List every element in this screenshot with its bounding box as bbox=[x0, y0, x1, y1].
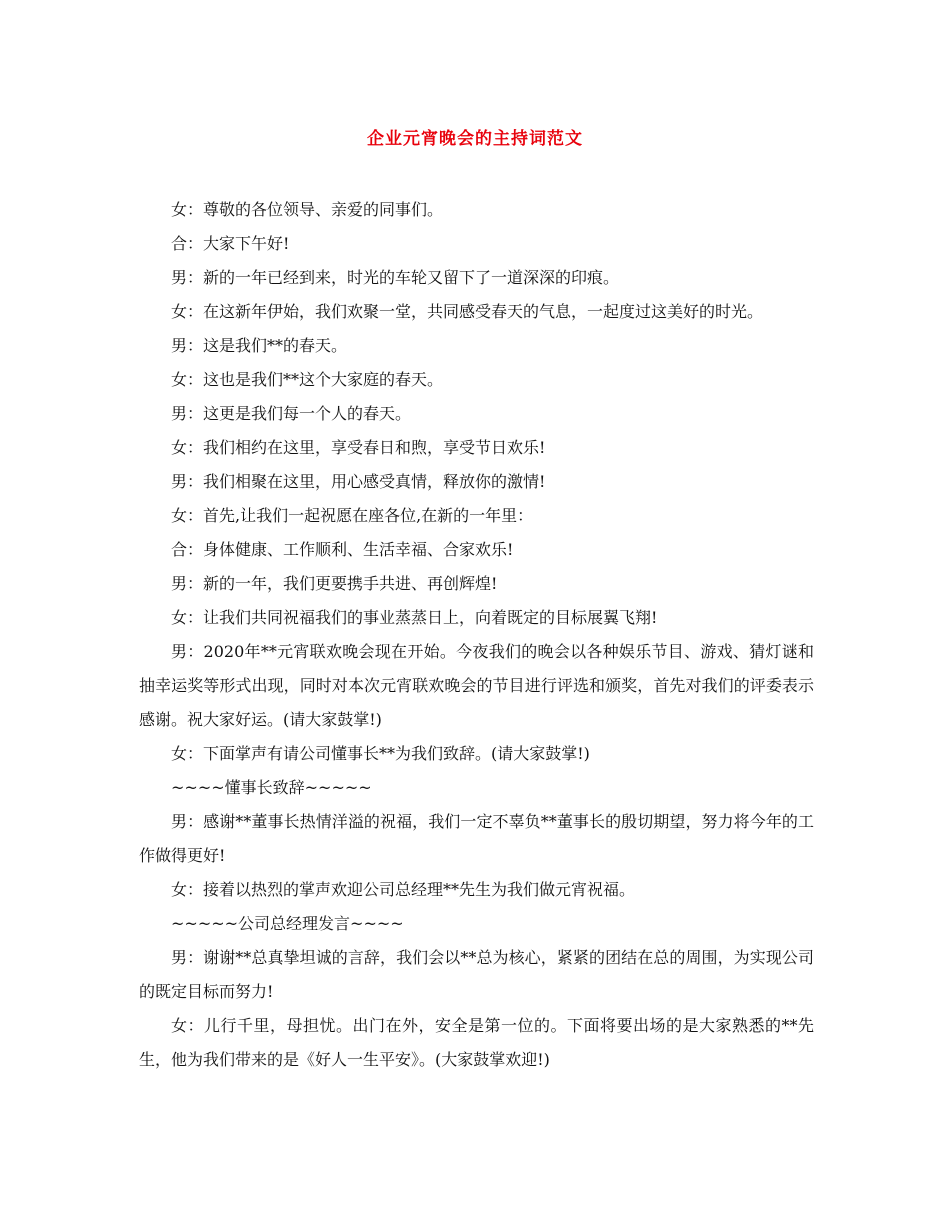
paragraph: 男：谢谢**总真挚坦诚的言辞，我们会以**总为核心，紧紧的团结在总的周围，为实现公司的既定目标而努力! bbox=[139, 948, 814, 1001]
paragraph: 合：身体健康、工作顺利、生活幸福、合家欢乐! bbox=[171, 540, 514, 559]
paragraph: 男：2020年**元宵联欢晚会现在开始。今夜我们的晚会以各种娱乐节目、游戏、猜灯谜和抽幸运奖等形式出现，同时对本次元宵联欢晚会的节目进行评选和颁奖，首先对我们的评委表示感谢。祝大家好运。(请大家鼓掌!) bbox=[139, 642, 814, 729]
paragraph: 男：这是我们**的春天。 bbox=[171, 336, 348, 355]
paragraph: 男：这更是我们每一个人的春天。 bbox=[171, 404, 412, 423]
paragraph: 女：这也是我们**这个大家庭的春天。 bbox=[171, 370, 444, 389]
paragraph: 男：新的一年已经到来，时光的车轮又留下了一道深深的印痕。 bbox=[171, 268, 620, 287]
paragraph: 男：新的一年，我们更要携手共进、再创辉煌! bbox=[171, 574, 498, 593]
paragraph: 女：下面掌声有请公司懂事长**为我们致辞。(请大家鼓掌!) bbox=[171, 744, 590, 763]
document-body bbox=[139, 193, 814, 1077]
paragraph: 男：我们相聚在这里，用心感受真情，释放你的激情! bbox=[171, 472, 546, 491]
paragraph: 女：儿行千里，母担忧。出门在外，安全是第一位的。下面将要出场的是大家熟悉的**先生，他为我们带来的是《好人一生平安》。(大家鼓掌欢迎!) bbox=[139, 1016, 814, 1069]
paragraph: 合：大家下午好! bbox=[171, 234, 290, 253]
paragraph: ~~~~~公司总经理发言~~~~ bbox=[171, 914, 404, 933]
paragraph: ~~~~懂事长致辞~~~~~ bbox=[171, 778, 372, 797]
paragraph: 女：在这新年伊始，我们欢聚一堂，共同感受春天的气息，一起度过这美好的时光。 bbox=[171, 302, 764, 321]
paragraph: 女：让我们共同祝福我们的事业蒸蒸日上，向着既定的目标展翼飞翔! bbox=[171, 608, 658, 627]
paragraph: 女：我们相约在这里，享受春日和煦，享受节日欢乐! bbox=[171, 438, 546, 457]
paragraph: 女：接着以热烈的掌声欢迎公司总经理**先生为我们做元宵祝福。 bbox=[171, 880, 636, 899]
paragraph: 女：尊敬的各位领导、亲爱的同事们。 bbox=[171, 200, 444, 219]
paragraph: 男：感谢**董事长热情洋溢的祝福，我们一定不辜负**董事长的殷切期望，努力将今年的工作做得更好! bbox=[139, 812, 814, 865]
paragraph: 女：首先,让我们一起祝愿在座各位,在新的一年里： bbox=[171, 506, 534, 525]
document-title: 企业元宵晚会的主持词范文 bbox=[367, 129, 583, 149]
